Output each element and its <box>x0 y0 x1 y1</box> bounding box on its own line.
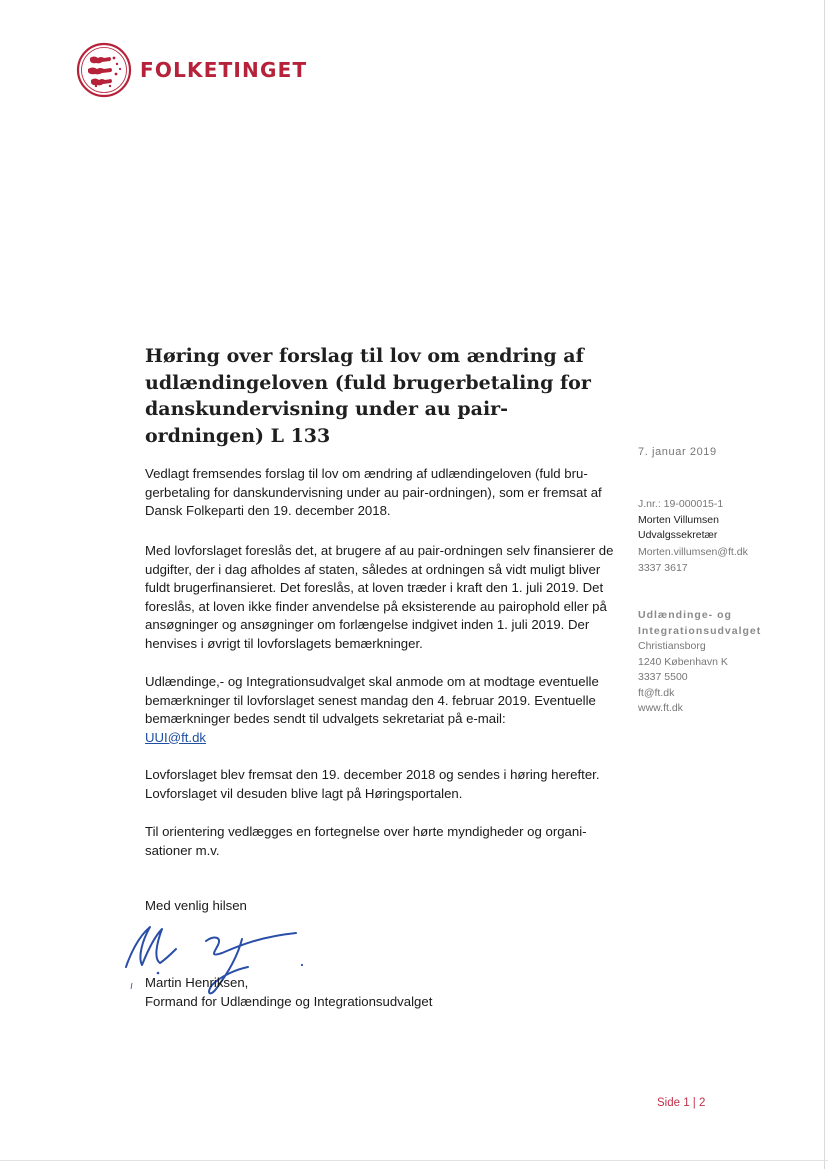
sidebar-organization <box>638 608 798 717</box>
closing-greeting: Med venlig hilsen <box>145 898 247 913</box>
org-name-line1: Udlændinge- og <box>638 609 732 621</box>
signer-title: Formand for Udlændinge og Integrationsudvalget <box>145 993 433 1009</box>
page-number: Side 1 | 2 <box>657 1097 706 1109</box>
paragraph-intro-text: Vedlagt fremsendes forslag til lov om ændring af udlændingeloven (fuld brugerbetaling for danskundervisning under au pair-ordningen), som er fremsat af Dansk Folkeparti den 19. december 2018. <box>145 466 602 518</box>
contact-name: Morten Villumsen <box>638 513 719 526</box>
signer-name: Martin Henriksen, <box>145 975 249 990</box>
journal-number: J.nr.: 19-000015-1 <box>638 498 724 510</box>
contact-email: Morten.villumsen@ft.dk <box>638 546 748 558</box>
email-link[interactable]: UUI@ft.dk <box>145 729 207 745</box>
folketinget-lion-emblem-icon <box>76 42 132 98</box>
sidebar-contact <box>638 545 798 576</box>
signer-block <box>145 974 432 1011</box>
paragraph-proposal-text: Med lovforslaget foreslås det, at brugere af au pair-ordningen selv finansierer de udgifter, der i dag afholdes af staten, således at ordningen så vidt muligt bliver fuldt brugerfinansieret. Det foreslås, at loven træder i kraft den 1. juli 2019. Det foreslås, at loven ikke finder anvendelse på eksisterende au pairophold eller på ansøgninger og ansøgninger om forlængelse indgivet inden 1. juli 2019. Der henvises i øvrigt til lovforslagets bemærkninger. <box>145 543 614 651</box>
folketinget-logo <box>76 42 307 98</box>
document-date: 7. januar 2019 <box>638 446 717 458</box>
paragraph-intro <box>145 465 625 521</box>
org-phone: 3337 5500 <box>638 671 688 683</box>
paragraph-request <box>145 673 625 747</box>
paragraph-proposal <box>145 542 625 653</box>
document-title: Høring over forslag til lov om ændring af udlændingeloven (fuld brugerbetaling for danskundervisning under au pair-ordningen) L 133 <box>145 345 591 447</box>
sidebar-reference <box>638 497 798 544</box>
contact-role: Udvalgssekretær <box>638 529 718 541</box>
page-edge-bottom <box>0 1160 828 1161</box>
paragraph-hearing-text: Lovforslaget blev fremsat den 19. december 2018 og sendes i høring herefter. Lovforslaget vil desuden blive lagt på Høringsportalen. <box>145 767 600 801</box>
paragraph-request-text: Udlændinge,- og Integrationsudvalget skal anmode om at modtage eventuelle bemærkninger til lovforslaget senest mandag den 4. februar 2019. Eventuelle bemærkninger bedes sendt til udvalgets sekretariat på e-mail: <box>145 674 599 726</box>
org-email: ft@ft.dk <box>638 686 675 699</box>
org-name-line2: Integrationsudvalget <box>638 624 762 637</box>
org-website: www.ft.dk <box>638 702 683 714</box>
logo-text: FOLKETINGET <box>140 58 308 82</box>
org-address2: 1240 København K <box>638 655 728 668</box>
paragraph-orientation-text: Til orientering vedlægges en fortegnelse over hørte myndigheder og organisationer m.v. <box>145 824 587 858</box>
page-edge <box>824 0 825 1169</box>
paragraph-hearing <box>145 766 625 803</box>
org-address1: Christiansborg <box>638 640 706 652</box>
contact-phone: 3337 3617 <box>638 561 688 574</box>
paragraph-orientation <box>145 823 625 860</box>
